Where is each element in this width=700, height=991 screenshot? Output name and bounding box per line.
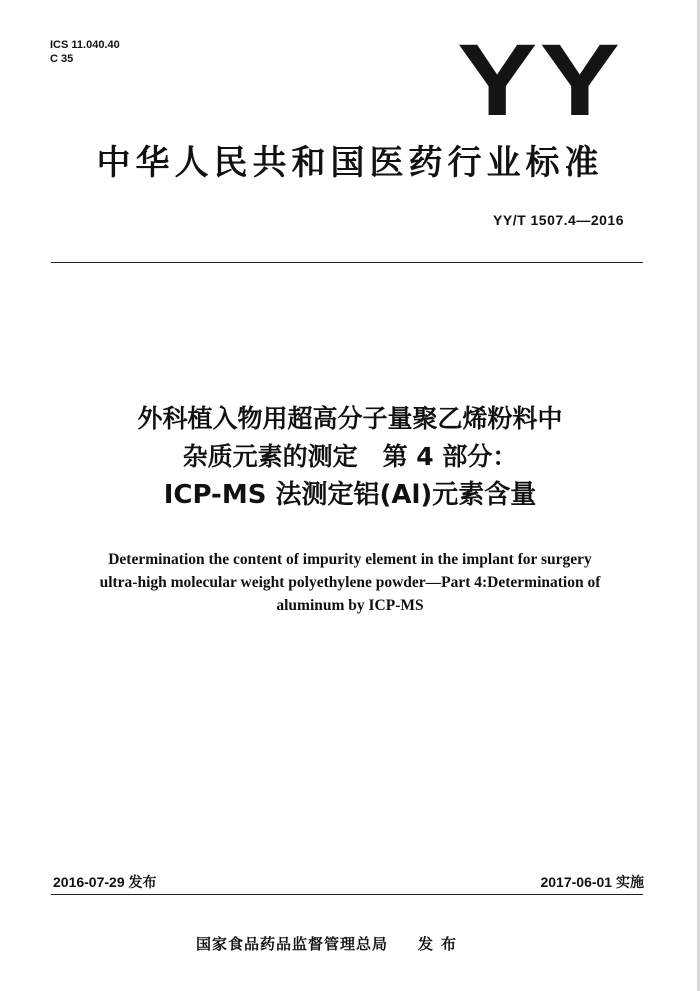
header-divider (51, 262, 643, 263)
yy-logo: YY (457, 23, 623, 137)
classification-codes (50, 38, 120, 66)
footer-divider (51, 894, 643, 895)
chinese-title-line-1: 外科植入物用超高分子量聚乙烯粉料中 (137, 404, 563, 433)
issue-date: 2016-07-29 发布 (53, 874, 157, 890)
issuer-name: 国家食品药品监督管理总局 (196, 935, 389, 953)
issuing-authority (196, 933, 464, 954)
issuer-verb: 发布 (418, 935, 465, 953)
ics-code: ICS 11.040.40 (50, 39, 120, 51)
implementation-date: 2017-06-01 实施 (540, 874, 644, 890)
organization-title: 中华人民共和国医药行业标准 (96, 143, 604, 183)
chinese-title-line-3: ICP-MS 法测定铝(Al)元素含量 (163, 480, 537, 510)
english-title-line-1: Determination the content of impurity element in the implant for surgery (108, 551, 592, 568)
english-title (0, 548, 700, 617)
chinese-title (0, 400, 700, 514)
english-title-line-3: aluminum by ICP-MS (276, 597, 424, 614)
english-title-line-2: ultra-high molecular weight polyethylene powder—Part 4:Determination of (99, 574, 601, 591)
standard-number: YY/T 1507.4—2016 (493, 212, 624, 228)
ccs-code: C 35 (50, 53, 74, 65)
chinese-title-line-2: 杂质元素的测定 第 4 部分： (182, 442, 518, 471)
